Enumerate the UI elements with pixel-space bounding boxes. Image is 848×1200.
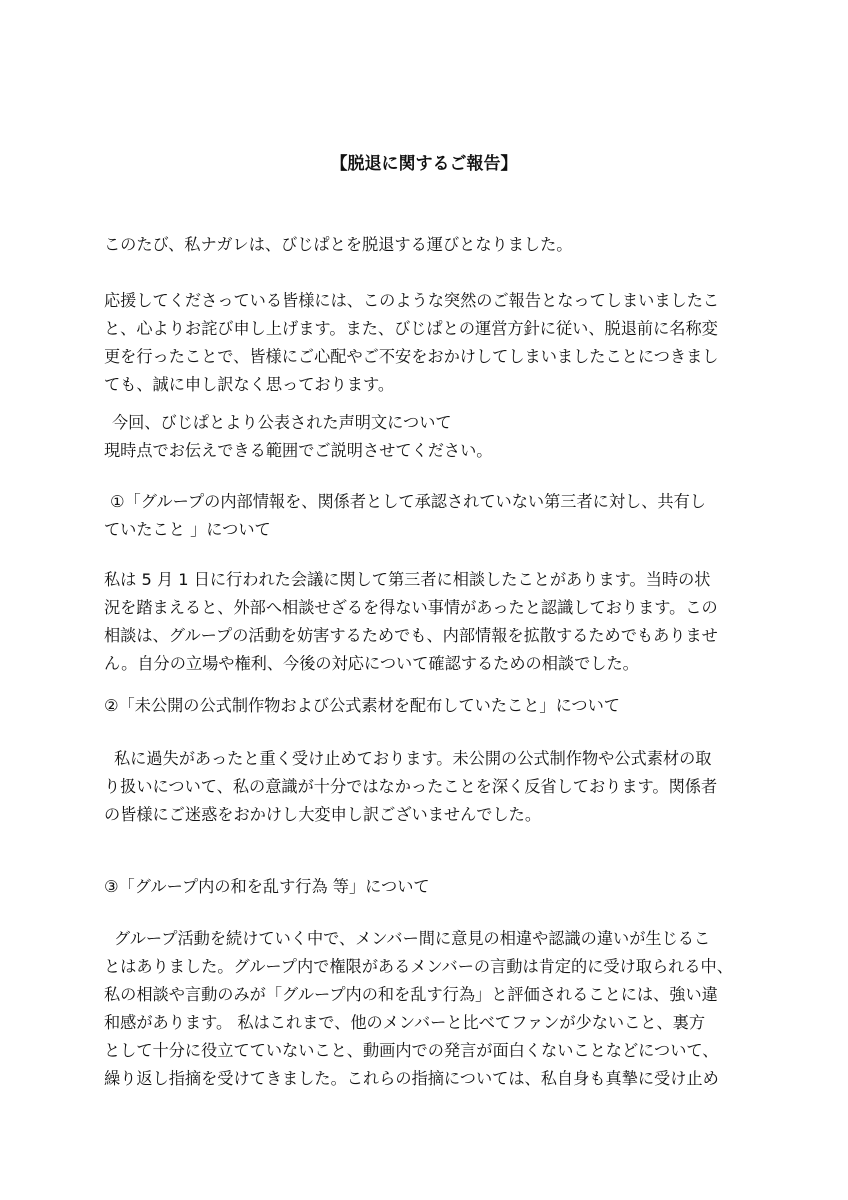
text-line: ③「グループ内の和を乱す行為 等」について	[104, 877, 430, 896]
text-line: ①「グループの内部情報を、関係者として承認されていない第三者に対し、共有し	[110, 492, 706, 511]
document-title: 【脱退に関するご報告】	[330, 154, 518, 174]
paragraph-statement-intro	[104, 409, 754, 465]
paragraph-section-1	[104, 566, 754, 678]
paragraph-section-2	[104, 745, 754, 829]
text-line: 私に過失があったと重く受け止めております。未公開の公式制作物や公式素材の取	[114, 749, 712, 768]
section-heading-2	[104, 692, 754, 720]
text-line: ていたこと 」について	[104, 520, 271, 539]
text-line: ②「未公開の公式制作物および公式素材を配布していたこと」について	[104, 696, 620, 715]
text-line: ん。自分の立場や権利、今後の対応について確認するための相談でした。	[104, 654, 639, 673]
text-line: 和感があります。 私はこれまで、他のメンバーと比べてファンが少ないこと、裏方	[104, 1013, 706, 1032]
text-line: 今回、びじぱとより公表された声明文について	[112, 413, 452, 432]
section-heading-1	[104, 488, 754, 544]
text-line: グループ活動を続けていく中で、メンバー間に意見の相違や認識の違いが生じるこ	[114, 929, 711, 948]
paragraph-apology	[104, 287, 754, 399]
text-line: 相談は、グループの活動を妨害するためでも、内部情報を拡散するためでもありませ	[104, 626, 718, 645]
text-line: と、心よりお詫び申し上げます。また、びじぱとの運営方針に従い、脱退前に名称変	[104, 319, 718, 338]
text-line: このたび、私ナガレは、びじぱとを脱退する運びとなりました。	[104, 235, 573, 254]
text-line: 私の相談や言動のみが「グループ内の和を乱す行為」と評価されることには、強い違	[104, 985, 718, 1004]
text-line: の皆様にご迷惑をおかけし大変申し訳ございませんでした。	[104, 805, 542, 824]
text-line: 繰り返し指摘を受けてきました。これらの指摘については、私自身も真摯に受け止め	[104, 1069, 719, 1088]
text-line: 況を踏まえると、外部へ相談せざるを得ない事情があったと認識しております。この	[104, 598, 718, 617]
text-line: ても、誠に申し訳なく思っております。	[104, 375, 395, 394]
text-line: 応援してくださっている皆様には、このような突然のご報告となってしまいましたこ	[104, 291, 720, 310]
paragraph-intro	[104, 231, 754, 259]
text-line: 現時点でお伝えできる範囲でご説明させてください。	[104, 441, 493, 460]
text-line: とはありました。グループ内で権限があるメンバーの言動は肯定的に受け取られる中、	[104, 957, 733, 976]
text-line: 私は 5 月 1 日に行われた会議に関して第三者に相談したことがあります。当時の状	[104, 570, 711, 589]
text-line: として十分に役立てていないこと、動画内での発言が面白くないことなどについて、	[104, 1041, 719, 1060]
text-line: 更を行ったことで、皆様にご心配やご不安をおかけしてしまいましたことにつきまし	[104, 347, 719, 366]
paragraph-section-3	[104, 925, 754, 1093]
text-line: り扱いについて、私の意識が十分ではなかったことを深く反省しております。関係者	[104, 777, 718, 796]
section-heading-3	[104, 873, 754, 901]
